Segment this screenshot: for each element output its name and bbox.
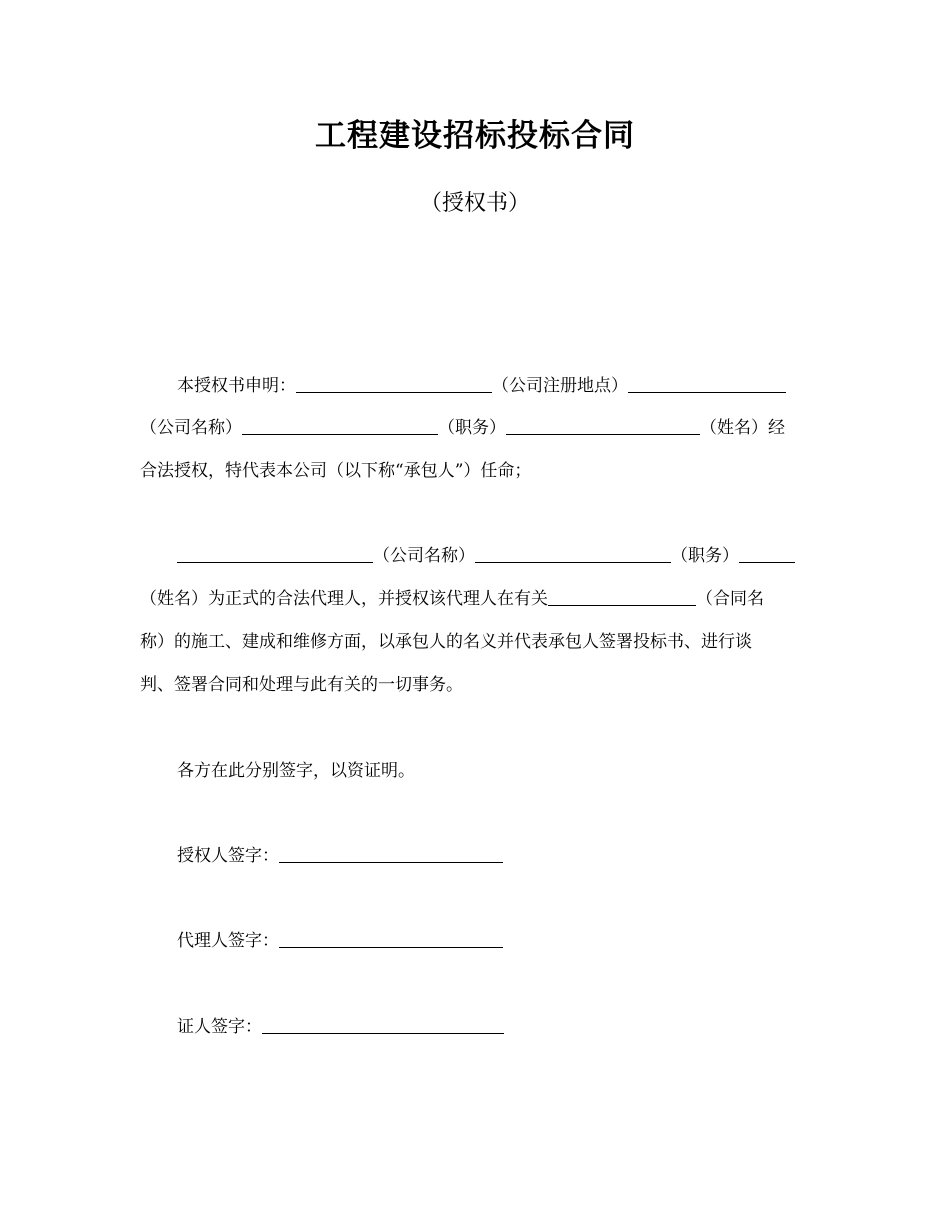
label-witness-signature: 证人签字： [177, 1017, 262, 1037]
blank-agent-name[interactable] [739, 542, 795, 563]
signature-authorizer [177, 841, 503, 871]
blank-agent-position[interactable] [475, 542, 671, 563]
label-registered-location: （公司注册地点） [492, 376, 628, 396]
para1-line3: 合法授权，特代表本公司（以下称“承包人”）任命； [140, 461, 532, 481]
blank-agent-signature[interactable] [279, 927, 503, 948]
document-title: 工程建设招标投标合同 [315, 118, 635, 154]
label-authorizer-signature: 授权人签字： [177, 846, 279, 866]
para1-line1 [177, 371, 786, 401]
para2-line3: 称）的施工、建成和维修方面，以承包人的名义并代表承包人签署投标书、进行谈 [140, 632, 752, 652]
label-contract-name: （合同名 [696, 589, 764, 609]
para2-line2 [140, 584, 764, 614]
label-agent-company: （公司名称） [373, 546, 475, 566]
para2-line2-text: （姓名）为正式的合法代理人，并授权该代理人在有关 [140, 589, 548, 609]
label-company-name-1: （公司名称） [140, 418, 242, 438]
para1-line2 [140, 413, 785, 443]
label-agent-position: （职务） [671, 546, 739, 566]
label-name-jing: （姓名）经 [700, 418, 785, 438]
para2-line4: 判、签署合同和处理与此有关的一切事务。 [140, 675, 463, 695]
blank-name-1[interactable] [506, 414, 700, 435]
label-agent-signature: 代理人签字： [177, 931, 279, 951]
blank-registered-location[interactable] [296, 372, 492, 393]
blank-witness-signature[interactable] [262, 1013, 504, 1034]
blank-agent-company[interactable] [177, 542, 373, 563]
blank-company-name-1[interactable] [628, 372, 786, 393]
blank-contract-name[interactable] [548, 585, 696, 606]
signature-agent [177, 926, 503, 956]
blank-authorizer-signature[interactable] [279, 842, 503, 863]
label-position-1: （职务） [438, 418, 506, 438]
document-subtitle: （授权书） [419, 191, 530, 216]
para1-prefix: 本授权书申明： [177, 376, 296, 396]
closing-statement: 各方在此分别签字，以资证明。 [177, 761, 415, 781]
para2-line1 [177, 541, 795, 571]
signature-witness [177, 1012, 504, 1042]
blank-position-1[interactable] [242, 414, 438, 435]
